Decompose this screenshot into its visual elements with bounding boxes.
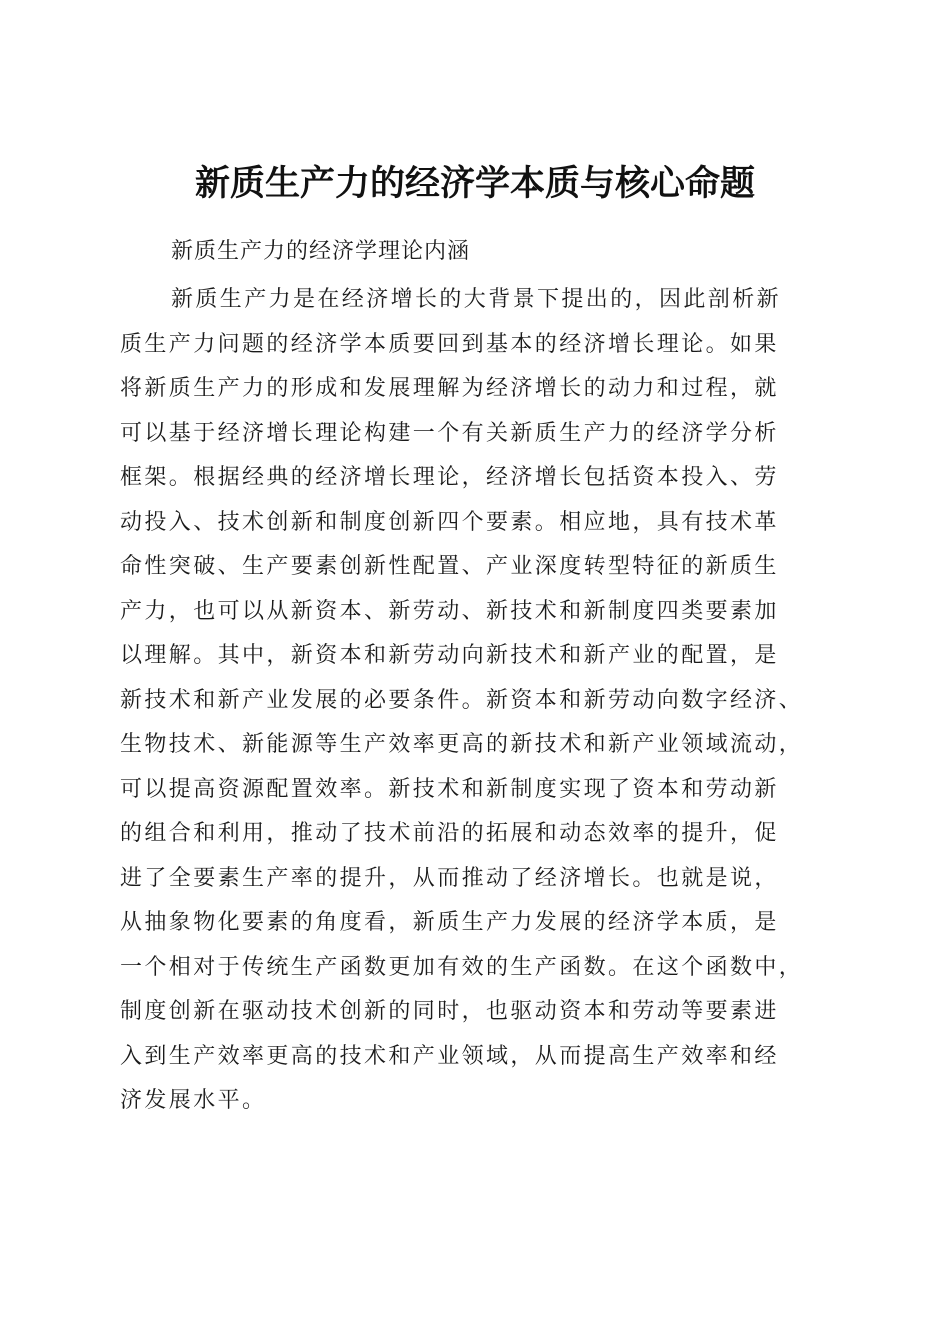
paragraph-line: 以理解。其中，新资本和新劳动向新技术和新产业的配置，是: [120, 643, 779, 668]
paragraph-line: 一个相对于传统生产函数更加有效的生产函数。在这个函数中，: [120, 954, 804, 980]
paragraph-line: 从抽象物化要素的角度看，新质生产力发展的经济学本质，是: [120, 910, 779, 935]
paragraph-line: 生物技术、新能源等生产效率更高的新技术和新产业领域流动，: [120, 732, 804, 757]
paragraph-line: 济发展水平。: [120, 1088, 267, 1113]
paragraph-line: 命性突破、生产要素创新性配置、产业深度转型特征的新质生: [120, 554, 779, 579]
paragraph-line: 入到生产效率更高的技术和产业领域，从而提高生产效率和经: [120, 1043, 779, 1069]
paragraph-line: 新技术和新产业发展的必要条件。新资本和新劳动向数字经济、: [120, 687, 804, 713]
section-heading: 新质生产力的经济学理论内涵: [171, 239, 471, 264]
paragraph-line: 质生产力问题的经济学本质要回到基本的经济增长理论。如果: [120, 331, 779, 357]
paragraph-line: 可以基于经济增长理论构建一个有关新质生产力的经济学分析: [120, 420, 779, 446]
paragraph-line: 产力，也可以从新资本、新劳动、新技术和新制度四类要素加: [120, 598, 779, 624]
paragraph-line: 将新质生产力的形成和发展理解为经济增长的动力和过程，就: [120, 376, 779, 401]
document-title: 新质生产力的经济学本质与核心命题: [194, 163, 755, 205]
paragraph-line: 新质生产力是在经济增长的大背景下提出的，因此剖析新: [171, 287, 782, 312]
paragraph-line: 动投入、技术创新和制度创新四个要素。相应地，具有技术革: [120, 509, 779, 535]
paragraph-line: 的组合和利用，推动了技术前沿的拓展和动态效率的提升，促: [120, 821, 779, 846]
paragraph-line: 框架。根据经典的经济增长理论，经济增长包括资本投入、劳: [120, 465, 779, 490]
paragraph-line: 可以提高资源配置效率。新技术和新制度实现了资本和劳动新: [120, 776, 779, 802]
paragraph-line: 制度创新在驱动技术创新的同时，也驱动资本和劳动等要素进: [120, 999, 779, 1024]
body-paragraph: [120, 278, 838, 1124]
paragraph-line: 进了全要素生产率的提升，从而推动了经济增长。也就是说，: [120, 865, 779, 891]
